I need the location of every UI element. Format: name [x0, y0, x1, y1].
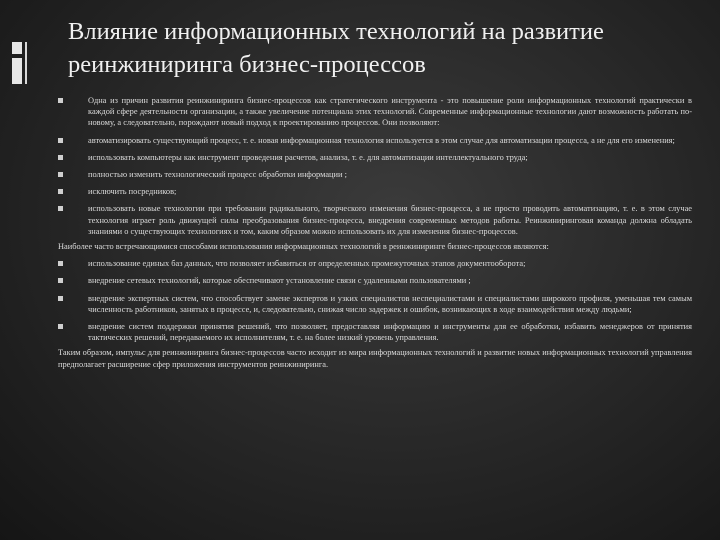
list-item-text: исключить посредников; — [88, 187, 177, 197]
list-item — [58, 275, 692, 286]
bullet-icon — [58, 324, 63, 329]
bullet-icon — [58, 138, 63, 143]
list-item-text: Одна из причин развития реинжиниринга бизнес-процессов как стратегического инструмента - это повышение роли информационных технологий практически в каждой сфере деятельности организации, а также увеличение потенциала этих технологий. Современные информационные технологии дают возможность работать по-новому, а следовательно, порождают новый подход к проектированию процессов. Они позволяют: — [88, 96, 692, 128]
list-item — [58, 95, 692, 129]
bullet-icon — [58, 206, 63, 211]
list-item — [58, 293, 692, 315]
list-item — [58, 203, 692, 237]
paragraph: Таким образом, импульс для реинжиниринга бизнес-процессов часто исходит из мира информационных технологий и развитие новых информационных технологий управления предполагает расширение сфер приложения инструментов реинжиниринга. — [58, 348, 692, 369]
paragraph: Наиболее часто встречающимися способами использования информационных технологий в реинжиниринге бизнес-процессов являются: — [58, 242, 549, 252]
bullet-icon — [58, 155, 63, 160]
slide-body — [58, 95, 692, 370]
list-item-text: автоматизировать существующий процесс, т. е. новая информационная технология используется в этом случае для автоматизации процесса, а не для его изменения; — [88, 135, 675, 145]
list-item-text: использовать компьютеры как инструмент проведения расчетов, анализа, т. е. для автоматизации интеллектуального труда; — [88, 152, 528, 162]
bullet-icon — [58, 261, 63, 266]
bullet-icon — [58, 98, 63, 103]
list-item — [58, 186, 692, 197]
list-item — [58, 152, 692, 163]
bullet-icon — [58, 189, 63, 194]
title-accent-block-top — [12, 42, 22, 54]
list-item — [58, 321, 692, 343]
list-item — [58, 169, 692, 180]
list-item-text: использование единых баз данных, что позволяет избавиться от определенных промежуточных этапов документооборота; — [88, 259, 526, 269]
bullet-icon — [58, 172, 63, 177]
list-item-text: внедрение сетевых технологий, которые обеспечивают установление связи с удаленными пользователями ; — [88, 276, 471, 286]
list-item-text: использовать новые технологии при требовании радикального, творческого изменения бизнес-процесса, а не просто проводить автоматизацию, т. е. в этом случае технология играет роль движущей силы преобразования бизнес-процесса, внедрения современных методов работы. Реинжиниринговая команда должна обладать знаниями о существующих технологиях и том, каким образом можно использовать их для изменения бизнес-процессов. — [88, 204, 692, 236]
list-item-text: внедрение систем поддержки принятия решений, что позволяет, предоставляя информацию и инструменты для ее обработки, избавить менеджеров от принятия тактических решений, передаваемого их исполнителям, т. е. на более низкий уровень управления. — [88, 322, 692, 343]
list-item — [58, 135, 692, 146]
title-accent-block-bottom — [12, 58, 22, 84]
title-accent-line — [25, 42, 27, 84]
list-item-text: полностью изменить технологический процесс обработки информации ; — [88, 170, 347, 180]
list-item — [58, 258, 692, 269]
bullet-icon — [58, 296, 63, 301]
list-item-text: внедрение экспертных систем, что способствует замене экспертов и узких специалистов неспециалистами и специалистами широкого профиля, уменьшая тем самым численность работников, занятых в процессе, и, следовательно, снижая число задержек и ошибок, возникающих в ходе взаимодействия между людьми; — [88, 293, 692, 314]
bullet-icon — [58, 278, 63, 283]
slide-title: Влияние информационных технологий на развитие реинжиниринга бизнес-процессов — [68, 18, 604, 78]
